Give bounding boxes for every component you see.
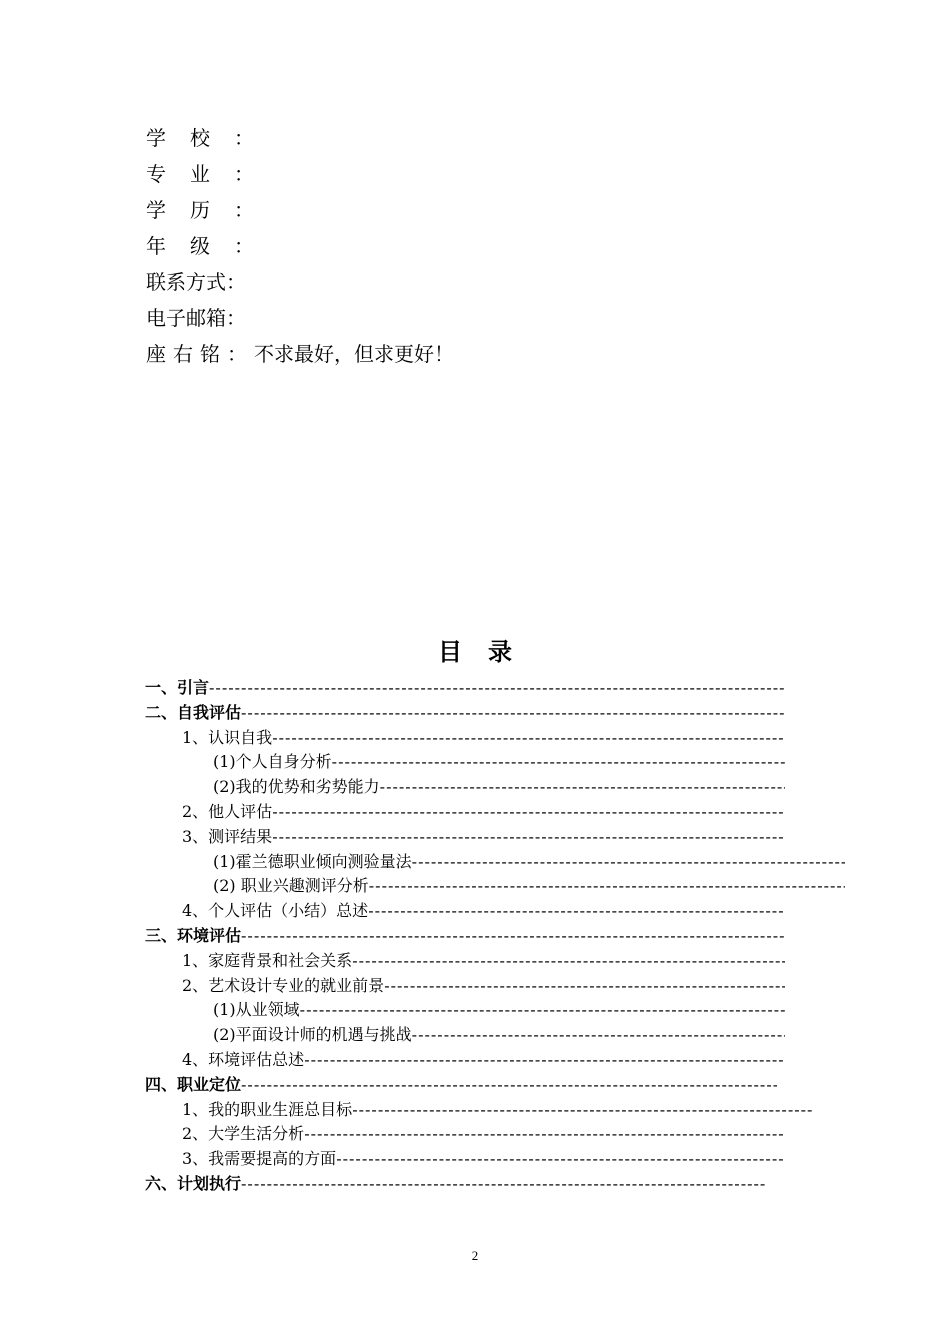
toc-entry-text: 1、我的职业生涯总目标 — [182, 1099, 353, 1119]
toc-entry[interactable] — [145, 924, 785, 949]
toc-title: 目录 — [438, 637, 538, 666]
toc-entry[interactable] — [145, 825, 785, 850]
toc-entry-text: (2) 职业兴趣测评分析 — [213, 876, 369, 896]
toc-leader — [336, 1147, 785, 1172]
toc-leader — [384, 974, 785, 999]
table-of-contents — [145, 676, 785, 1197]
toc-entry[interactable] — [145, 1048, 785, 1073]
toc-entry[interactable] — [145, 1023, 785, 1048]
toc-entry[interactable] — [145, 1122, 785, 1147]
toc-entry[interactable] — [145, 775, 785, 800]
toc-entry[interactable] — [145, 899, 785, 924]
toc-leader — [209, 676, 785, 701]
toc-leader — [272, 800, 785, 825]
toc-entry[interactable] — [145, 1172, 767, 1197]
info-label: 年级： — [146, 234, 278, 258]
toc-entry-text: 1、家庭背景和社会关系 — [182, 950, 353, 970]
toc-entry-text: (2)我的优势和劣势能力 — [213, 777, 380, 797]
info-row-major — [146, 156, 454, 192]
toc-leader — [241, 701, 785, 726]
toc-leader — [412, 850, 845, 875]
toc-entry-text: 2、艺术设计专业的就业前景 — [182, 975, 385, 995]
info-row-email — [146, 300, 454, 336]
toc-entry-text: (1)霍兰德职业倾向测验量法 — [213, 851, 412, 871]
toc-entry[interactable] — [145, 726, 785, 751]
toc-leader — [300, 998, 785, 1023]
toc-leader — [352, 949, 785, 974]
info-label: 学校： — [146, 126, 278, 150]
toc-entry[interactable] — [145, 850, 845, 875]
info-row-grade — [146, 228, 454, 264]
toc-leader — [241, 1073, 777, 1098]
info-row-motto — [146, 336, 454, 372]
toc-entry-text: 4、环境评估总述 — [182, 1049, 305, 1069]
info-label: 学历： — [146, 198, 278, 222]
toc-entry[interactable] — [145, 1098, 814, 1123]
info-label: 联系方式： — [146, 270, 246, 294]
toc-leader — [272, 726, 785, 751]
info-row-school — [146, 120, 454, 156]
toc-entry-text: 三、环境评估 — [145, 925, 242, 945]
toc-entry-text: 六、计划执行 — [145, 1173, 242, 1193]
toc-entry-text: 2、大学生活分析 — [182, 1124, 305, 1144]
toc-entry[interactable] — [145, 750, 785, 775]
toc-leader — [369, 874, 845, 899]
info-row-degree — [146, 192, 454, 228]
toc-entry-text: 1、认识自我 — [182, 727, 273, 747]
toc-entry-text: (1)个人自身分析 — [213, 752, 332, 772]
toc-leader — [272, 825, 785, 850]
toc-entry-text: 四、职业定位 — [145, 1074, 242, 1094]
toc-leader — [380, 775, 785, 800]
toc-leader — [352, 1098, 814, 1123]
toc-entry[interactable] — [145, 800, 785, 825]
motto-text: 不求最好，但求更好！ — [254, 342, 454, 366]
toc-entry[interactable] — [145, 1073, 777, 1098]
personal-info — [146, 120, 454, 372]
toc-leader — [412, 1023, 785, 1048]
toc-entry[interactable] — [145, 874, 845, 899]
toc-leader — [368, 899, 785, 924]
toc-entry[interactable] — [145, 1147, 785, 1172]
toc-leader — [241, 924, 785, 949]
toc-leader — [304, 1048, 785, 1073]
toc-entry-text: (2)平面设计师的机遇与挑战 — [213, 1025, 412, 1045]
toc-leader — [241, 1172, 767, 1197]
toc-leader — [304, 1122, 785, 1147]
toc-leader — [332, 750, 785, 775]
toc-entry[interactable] — [145, 974, 785, 999]
toc-entry-text: 3、我需要提高的方面 — [182, 1149, 337, 1169]
toc-entry-text: 二、自我评估 — [145, 702, 242, 722]
info-label: 专业： — [146, 162, 278, 186]
toc-entry-text: 一、引言 — [145, 678, 210, 697]
page-number: 2 — [471, 1248, 479, 1263]
toc-entry[interactable] — [145, 676, 785, 701]
info-label: 电子邮箱： — [146, 306, 246, 330]
toc-entry-text: (1)从业领域 — [213, 1000, 300, 1020]
info-row-contact — [146, 264, 454, 300]
info-label: 座右铭： — [146, 342, 254, 366]
toc-entry[interactable] — [145, 949, 785, 974]
toc-entry-text: 2、他人评估 — [182, 801, 273, 821]
toc-entry[interactable] — [145, 701, 785, 726]
toc-entry-text: 3、测评结果 — [182, 826, 273, 846]
toc-entry-text: 4、个人评估（小结）总述 — [182, 901, 369, 921]
toc-entry[interactable] — [145, 998, 785, 1023]
